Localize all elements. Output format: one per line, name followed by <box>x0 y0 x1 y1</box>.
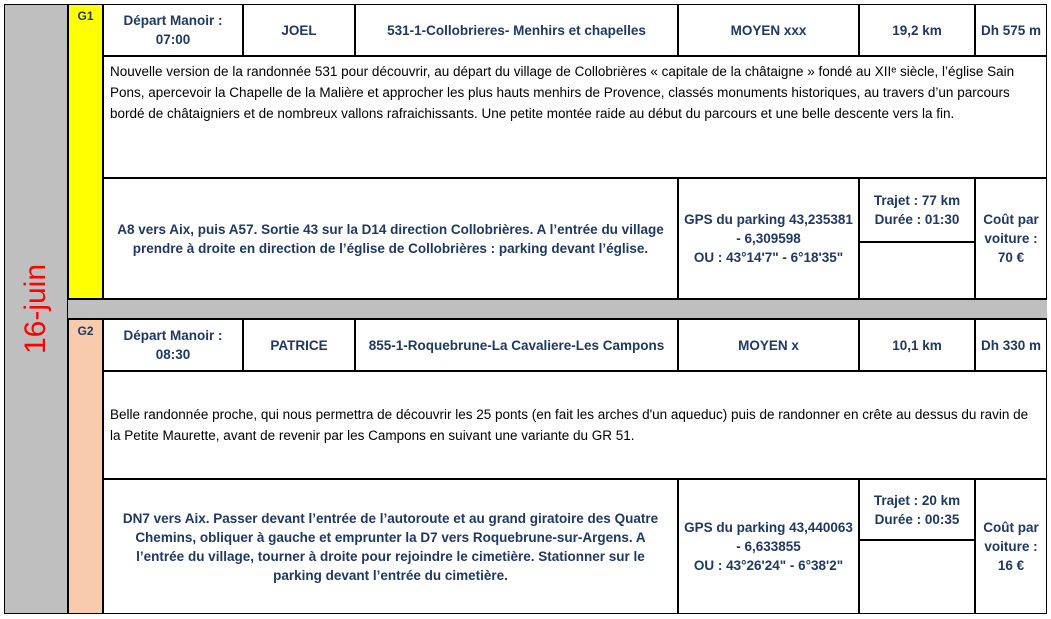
group-2-description: Belle randonnée proche, qui nous permettra de découvrir les 25 ponts (en fait les arches d'un aqueduc) puis de randonner en crête au dessus du ravin de la Petite Maurette, avant de revenir par les Campons en suivant une variante du GR 51. <box>103 371 1047 479</box>
group-1-guide: JOEL <box>243 4 355 56</box>
group-1-tag: G1 <box>77 9 94 23</box>
group-2-route: 855-1-Roquebrune-La Cavaliere-Les Campons <box>355 319 678 371</box>
group-2-tag: G2 <box>77 324 94 338</box>
group-1-description: Nouvelle version de la randonnée 531 pour découvrir, au départ du village de Collobrières « capitale de la châtaigne » fondé au XIIᵉ siècle, l’église Sain Pons, apercevoir la Chapelle de la Malière et approcher les plus hauts menhirs de Provence, classés monuments historiques, au travers d’un parcours bordé de châtaigniers et de nombreux vallons rafraichissants. Une petite montée raide au début du parcours et une belle descente vers la fin. <box>103 56 1047 178</box>
group-2-strip <box>68 319 103 614</box>
group-1-distance: 19,2 km <box>859 4 975 56</box>
group-1-gps: GPS du parking 43,235381 - 6,309598 OU : 43°14'7" - 6°18'35" <box>678 178 859 299</box>
group-1-directions: A8 vers Aix, puis A57. Sortie 43 sur la D14 direction Collobrières. A l’entrée du village prendre à droite en direction de l’église de Collobrières : parking devant l’église. <box>103 178 678 299</box>
date-label: 16-juin <box>19 263 52 355</box>
group-1-trajet-blank <box>859 242 975 299</box>
group-2-distance: 10,1 km <box>859 319 975 371</box>
group-2-gps: GPS du parking 43,440063 - 6,633855 OU : 43°26'24" - 6°38'2" <box>678 479 859 614</box>
group-2-guide: PATRICE <box>243 319 355 371</box>
group-2-directions: DN7 vers Aix. Passer devant l’entrée de l’autoroute et au grand giratoire des Quatre Chemins, obliquer à gauche et emprunter la D7 vers Roquebrune-sur-Argens. A l’entrée du village, tourner à droite pour rejoindre le cimetière. Stationner sur le parking devant l’entrée du cimetière. <box>103 479 678 614</box>
date-column <box>4 4 68 614</box>
group-1-cout: Coût par voiture : 70 € <box>975 178 1047 299</box>
group-2-elevation: Dh 330 m <box>975 319 1047 371</box>
group-1-elevation: Dh 575 m <box>975 4 1047 56</box>
group-2-depart: Départ Manoir : 08:30 <box>103 319 243 371</box>
group-1-trajet: Trajet : 77 km Durée : 01:30 <box>859 178 975 242</box>
group-2-level: MOYEN x <box>678 319 859 371</box>
group-separator <box>68 299 1047 319</box>
group-2-trajet: Trajet : 20 km Durée : 00:35 <box>859 479 975 540</box>
group-1-level: MOYEN xxx <box>678 4 859 56</box>
group-2-cout: Coût par voiture : 16 € <box>975 479 1047 614</box>
group-1-depart: Départ Manoir : 07:00 <box>103 4 243 56</box>
group-1-strip <box>68 4 103 299</box>
group-1-route: 531-1-Collobrieres- Menhirs et chapelles <box>355 4 678 56</box>
group-2-trajet-blank <box>859 540 975 614</box>
